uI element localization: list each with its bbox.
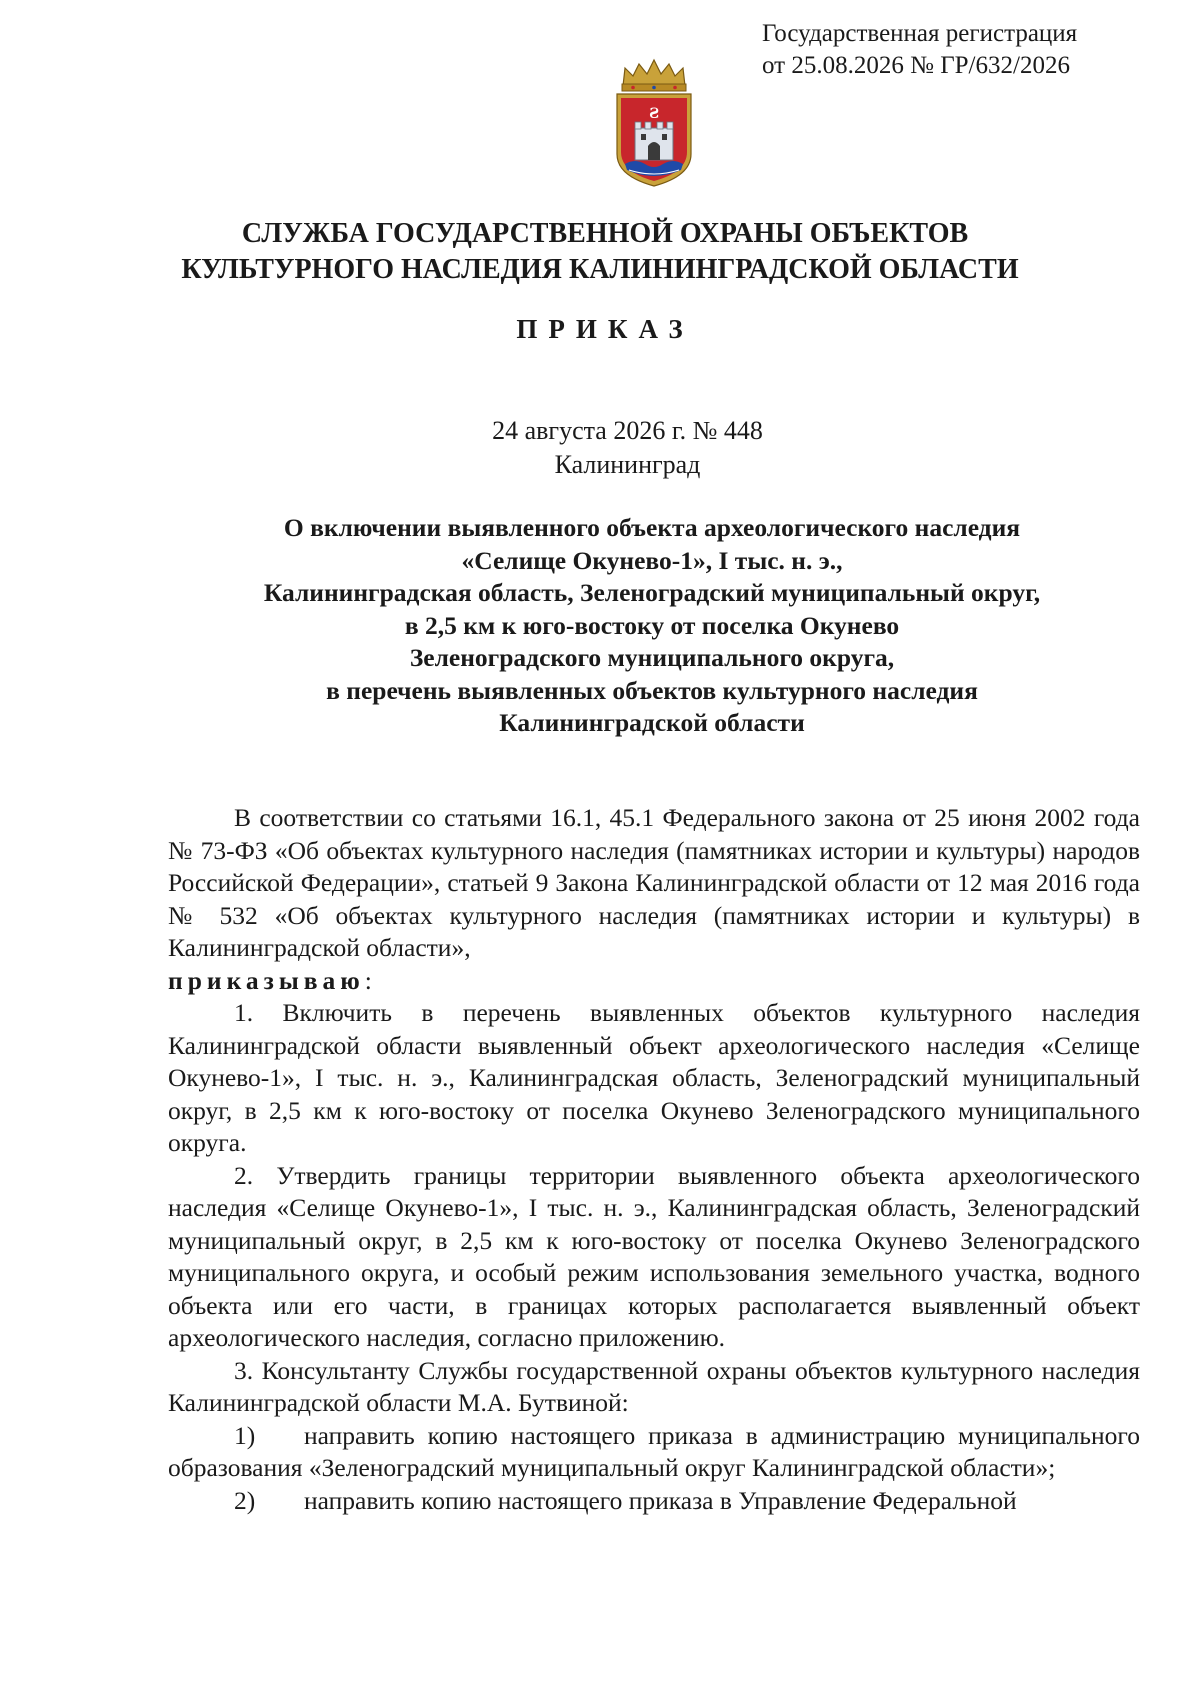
agency-name	[0, 216, 1200, 288]
subject-line: Калининградская область, Зеленоградский муниципальный округ,	[263, 578, 1041, 607]
subject-line: Калининградской области	[499, 708, 805, 737]
tower-icon	[635, 122, 673, 160]
subitem-2-number: 2)	[234, 1485, 256, 1515]
item-3: 3. Консультанту Службы государственной охраны объектов культурного наследия Калининградской области М.А. Бутвиной:	[168, 1355, 1140, 1417]
order-body	[168, 802, 1140, 1517]
svg-text:Ƨ: Ƨ	[648, 106, 660, 122]
subitem-1-number: 1)	[234, 1420, 256, 1450]
subject-line: в перечень выявленных объектов культурного наследия	[326, 675, 978, 705]
preamble-text: В соответствии со статьями 16.1, 45.1 Федерального закона от 25 июня 2002 года № 73-ФЗ «Об объектах культурного наследия (памятниках истории и культуры) народов Российской Федерации», статьей 9 Закона Калининградской области от 12 мая 2016 года № 532 «Об объектах культурного наследия (памятниках истории и культуры) в Калининградской области»,	[168, 803, 1140, 962]
document-type: ПРИКАЗ	[516, 314, 694, 344]
kaliningrad-coat-of-arms-icon	[611, 58, 697, 188]
decree-colon: :	[364, 965, 372, 995]
subject-line: «Селище Окунево-1», I тыс. н. э.,	[461, 545, 843, 575]
decree-line	[168, 965, 1140, 998]
subject-line: Зеленоградского муниципального округа,	[409, 643, 895, 672]
crown-icon	[622, 60, 686, 91]
date-and-place	[0, 414, 1200, 482]
item-2: 2. Утвердить границы территории выявленного объекта археологического наследия «Селище Окунево-1», I тыс. н. э., Калининградская область, Зеленоградский муниципальный округ, в 2,5 км к юго-востоку от поселка Окунево Зеленоградского муниципального округа, и особый режим использования земельного участка, водного объекта или его части, в границах которых располагается выявленный объект археологического наследия, согласно приложению.	[168, 1160, 1140, 1352]
order-subject	[200, 512, 1104, 740]
registration-stamp	[762, 18, 1077, 82]
subitem-1-text: направить копию настоящего приказа в администрацию муниципального образования «Зеленоградский муниципальный округ Калининградской области»;	[168, 1420, 1140, 1482]
subject-line: в 2,5 км к юго-востоку от поселка Окунево	[404, 610, 900, 640]
item-1: 1. Включить в перечень выявленных объектов культурного наследия Калининградской области выявленный объект археологического наследия «Селище Окунево-1», I тыс. н. э., Калининградская область, Зеленоградский муниципальный округ, в 2,5 км к юго-востоку от поселка Окунево Зеленоградского муниципального округа.	[168, 998, 1140, 1157]
subject-line: О включении выявленного объекта археологического наследия	[283, 513, 1021, 542]
agency-line-1: СЛУЖБА ГОСУДАРСТВЕННОЙ ОХРАНЫ ОБЪЕКТОВ	[241, 218, 969, 249]
registration-line-1: Государственная регистрация	[762, 20, 1078, 47]
preamble-paragraph	[168, 802, 1140, 965]
subitem-1	[168, 1420, 1140, 1485]
city: Калининград	[554, 450, 701, 479]
agency-line-2: КУЛЬТУРНОГО НАСЛЕДИЯ КАЛИНИНГРАДСКОЙ ОБЛАСТИ	[181, 254, 1019, 285]
subitem-2	[168, 1485, 1140, 1518]
date-number: 24 августа 2026 г. № 448	[492, 416, 763, 445]
decree-word: приказываю	[168, 965, 365, 995]
registration-line-2: от 25.08.2026 № ГР/632/2026	[762, 52, 1070, 79]
subitem-2-text: направить копию настоящего приказа в Управление Федеральной	[304, 1485, 1017, 1515]
